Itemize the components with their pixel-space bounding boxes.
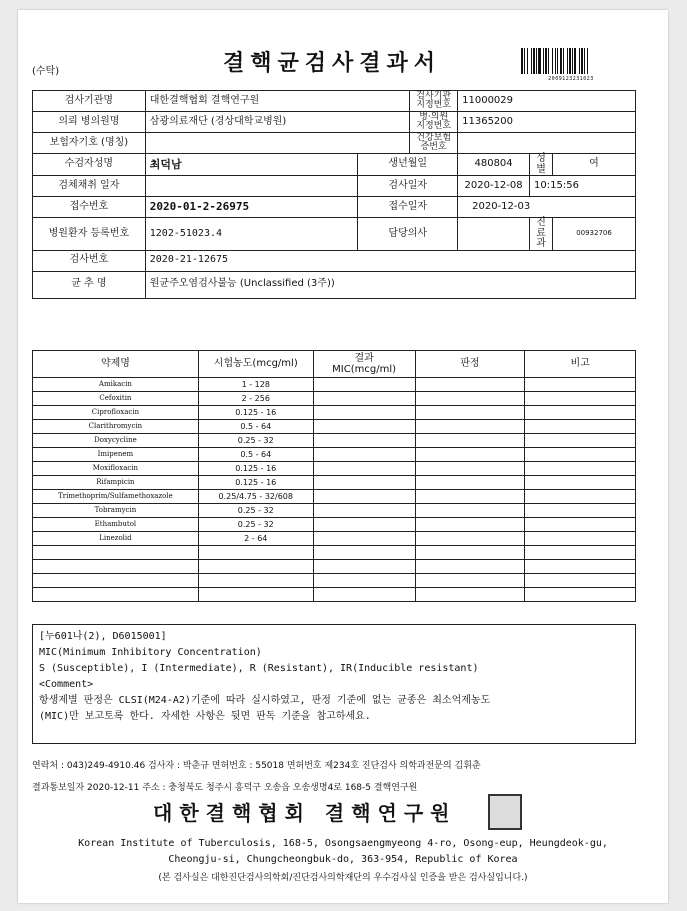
dept-label: 진료과 xyxy=(530,218,553,251)
test-range: 1 - 128 xyxy=(198,378,313,392)
insurance xyxy=(145,133,409,154)
drug-name xyxy=(33,546,199,560)
drug-name xyxy=(33,574,199,588)
drug-name: Doxycycline xyxy=(33,434,199,448)
barcode-bar xyxy=(581,48,583,74)
barcode-bar xyxy=(533,48,535,74)
barcode-bar xyxy=(536,48,537,74)
drug-name: Trimethoprim/Sulfamethoxazole xyxy=(33,490,199,504)
barcode-bar xyxy=(569,48,571,74)
interpretation xyxy=(415,546,525,560)
result-header-label: 결과 xyxy=(354,353,374,364)
mic-result xyxy=(313,448,415,462)
remark xyxy=(525,532,636,546)
remark-col-header: 비고 xyxy=(525,351,636,378)
drug-name: Linezolid xyxy=(33,532,199,546)
drug-name: Ethambutol xyxy=(33,518,199,532)
table-row xyxy=(33,462,636,476)
sex: 여 xyxy=(553,154,636,176)
interpretation xyxy=(415,518,525,532)
table-row xyxy=(33,420,636,434)
remark xyxy=(525,588,636,602)
dob-label: 생년월일 xyxy=(358,154,458,176)
test-range xyxy=(198,546,313,560)
patient-name: 최덕남 xyxy=(145,154,358,176)
received-label: (수탁) xyxy=(32,66,60,77)
interpretation xyxy=(415,504,525,518)
remark xyxy=(525,490,636,504)
barcode-bar xyxy=(587,48,588,74)
barcode-bar xyxy=(563,48,564,74)
reg-no-label: 병원환자 등록번호 xyxy=(33,218,146,251)
seal-stamp-icon xyxy=(488,794,522,830)
mic-result xyxy=(313,574,415,588)
collect-label: 검체채취 일자 xyxy=(33,176,146,197)
mic-result xyxy=(313,560,415,574)
remark xyxy=(525,420,636,434)
interpretation xyxy=(415,574,525,588)
receipt-no-label: 접수번호 xyxy=(33,197,146,218)
org-address xyxy=(18,836,668,868)
interpretation xyxy=(415,560,525,574)
interpretation xyxy=(415,476,525,490)
test-range: 0.25 - 32 xyxy=(198,504,313,518)
barcode-bar xyxy=(521,48,523,74)
test-range: 0.5 - 64 xyxy=(198,448,313,462)
barcode-bar xyxy=(555,48,556,74)
table-row xyxy=(33,504,636,518)
org-name: 대한결핵협회 결핵연구원 xyxy=(153,801,457,825)
table-row xyxy=(33,434,636,448)
test-range: 0.25 - 32 xyxy=(198,434,313,448)
result-date-line: 결과통보일자 2020-12-11 주소 : 충청북도 청주시 흥덕구 오송읍 오송생명4로 168-5 결핵연구원 xyxy=(32,783,418,793)
drug-name: Imipenem xyxy=(33,448,199,462)
barcode-bar xyxy=(560,48,562,74)
interpretation xyxy=(415,448,525,462)
req-hospital: 삼광의료재단 (경상대학교병원) xyxy=(145,112,409,133)
test-range: 0.25 - 32 xyxy=(198,518,313,532)
test-range: 2 - 64 xyxy=(198,532,313,546)
table-row xyxy=(33,560,636,574)
conc-col-header: 시험농도(mcg/ml) xyxy=(198,351,313,378)
insurance-no xyxy=(458,133,636,154)
insurance-label: 보험자기호 (명칭) xyxy=(33,133,146,154)
dept: 00932706 xyxy=(553,218,636,251)
interpretation-note xyxy=(32,624,636,744)
table-row xyxy=(33,448,636,462)
barcode-bar xyxy=(584,48,585,74)
note-legend: S (Susceptible), I (Intermediate), R (Resistant), IR(Inducible resistant) xyxy=(39,663,479,674)
mic-result xyxy=(313,504,415,518)
inst-no: 11000029 xyxy=(458,91,636,112)
mic-result xyxy=(313,588,415,602)
mic-result xyxy=(313,434,415,448)
doctor-label: 담당의사 xyxy=(358,218,458,251)
interpretation xyxy=(415,490,525,504)
test-date: 2020-12-08 xyxy=(458,176,530,197)
drug-name: Rifampicin xyxy=(33,476,199,490)
table-row xyxy=(33,490,636,504)
mic-result xyxy=(313,378,415,392)
susceptibility-header xyxy=(33,351,636,378)
note-code: [누601나(2), D6015001] xyxy=(39,631,167,642)
inst-name-label: 검사기관명 xyxy=(33,91,146,112)
test-range: 0.5 - 64 xyxy=(198,420,313,434)
remark xyxy=(525,546,636,560)
barcode-bar xyxy=(545,48,547,74)
drug-name: Clarithromycin xyxy=(33,420,199,434)
mic-result xyxy=(313,518,415,532)
patient-label: 수검자성명 xyxy=(33,154,146,176)
reg-no: 1202-51023.4 xyxy=(145,218,358,251)
mic-result xyxy=(313,490,415,504)
drug-name: Tobramycin xyxy=(33,504,199,518)
req-hospital-label: 의뢰 병의원명 xyxy=(33,112,146,133)
species-label: 균 추 명 xyxy=(33,271,146,298)
barcode-bar xyxy=(524,48,525,74)
barcode-bar xyxy=(557,48,558,74)
drug-col-header: 약제명 xyxy=(33,351,199,378)
interpretation xyxy=(415,392,525,406)
test-range: 0.125 - 16 xyxy=(198,476,313,490)
interpretation xyxy=(415,406,525,420)
inst-no-label: 검사기관 지정번호 xyxy=(410,91,458,112)
drug-name xyxy=(33,588,199,602)
note-comment-title: <Comment> xyxy=(39,679,94,690)
table-row xyxy=(33,532,636,546)
drug-name: Amikacin xyxy=(33,378,199,392)
barcode-bar xyxy=(531,48,532,74)
table-row xyxy=(33,588,636,602)
interpretation xyxy=(415,588,525,602)
remark xyxy=(525,504,636,518)
hosp-no-label: 병·의원 지정번호 xyxy=(410,112,458,133)
barcode-bar xyxy=(543,48,544,74)
address-line-2: Cheongju-si, Chungcheongbuk-do, 363-954, Republic of Korea xyxy=(168,854,518,865)
mic-result xyxy=(313,462,415,476)
barcode-bar xyxy=(552,48,553,74)
table-row xyxy=(33,476,636,490)
table-row xyxy=(33,378,636,392)
receipt-date-label: 접수일자 xyxy=(358,197,458,218)
interpretation xyxy=(415,532,525,546)
contact-line: 연락처 : 043)249-4910.46 검사자 : 박춘규 면허번호 : 55018 면허번호 제234호 진단검사 의학과전문의 김휘춘 xyxy=(32,761,481,771)
barcode-bar xyxy=(579,48,580,74)
table-row xyxy=(33,574,636,588)
barcode-bar xyxy=(548,48,549,74)
insurance-no-label: 건강보험 증번호 xyxy=(410,133,458,154)
receipt-date: 2020-12-03 xyxy=(458,197,636,218)
hosp-no: 11365200 xyxy=(458,112,636,133)
mic-result xyxy=(313,406,415,420)
remark xyxy=(525,406,636,420)
barcode-bar xyxy=(527,48,528,74)
test-range: 2 - 256 xyxy=(198,392,313,406)
report-page xyxy=(18,10,668,903)
drug-name: Moxifloxacin xyxy=(33,462,199,476)
test-range xyxy=(198,560,313,574)
remark xyxy=(525,574,636,588)
remark xyxy=(525,392,636,406)
interpretation xyxy=(415,420,525,434)
inst-name: 대한결핵협회 결핵연구원 xyxy=(145,91,409,112)
susceptibility-table xyxy=(32,350,636,602)
test-time: 10:15:56 xyxy=(530,176,636,197)
drug-name: Cefoxitin xyxy=(33,392,199,406)
test-range: 0.125 - 16 xyxy=(198,406,313,420)
remark xyxy=(525,378,636,392)
drug-name: Ciprofloxacin xyxy=(33,406,199,420)
mic-result xyxy=(313,532,415,546)
test-range xyxy=(198,574,313,588)
species: 원균주오염검사불능 (Unclassified (3주)) xyxy=(145,271,635,298)
remark xyxy=(525,476,636,490)
doctor xyxy=(458,218,530,251)
barcode-bar xyxy=(567,48,568,74)
test-date-label: 검사일자 xyxy=(358,176,458,197)
table-row xyxy=(33,546,636,560)
test-range: 0.25/4.75 - 32/608 xyxy=(198,490,313,504)
barcode-bar xyxy=(538,48,541,74)
exam-no-label: 검사번호 xyxy=(33,250,146,271)
note-comment-2: (MIC)만 보고토록 한다. 자세한 사항은 뒷면 판독 기준을 참고하세요. xyxy=(39,711,371,722)
interpretation-col-header: 판정 xyxy=(415,351,525,378)
remark xyxy=(525,448,636,462)
test-range xyxy=(198,588,313,602)
remark xyxy=(525,462,636,476)
barcode-icon xyxy=(521,48,621,74)
mic-result xyxy=(313,546,415,560)
report-title: 결핵균검사결과서 xyxy=(223,50,442,76)
mic-header-label: MIC(mcg/ml) xyxy=(332,364,397,375)
remark xyxy=(525,518,636,532)
mic-result xyxy=(313,420,415,434)
table-row xyxy=(33,518,636,532)
interpretation xyxy=(415,434,525,448)
patient-info-table xyxy=(32,90,636,299)
collect-date xyxy=(145,176,358,197)
test-range: 0.125 - 16 xyxy=(198,462,313,476)
receipt-no: 2020-01-2-26975 xyxy=(145,197,358,218)
drug-name xyxy=(33,560,199,574)
barcode-bar xyxy=(572,48,573,74)
remark xyxy=(525,560,636,574)
mic-result xyxy=(313,476,415,490)
remark xyxy=(525,434,636,448)
exam-no: 2020-21-12675 xyxy=(145,250,635,271)
mic-result xyxy=(313,392,415,406)
barcode-number: 2009123231023 xyxy=(548,76,594,82)
address-line-1: Korean Institute of Tuberculosis, 168-5, Osongsaengmyeong 4-ro, Osong-eup, Heungdeok-gu, xyxy=(78,838,608,849)
interpretation xyxy=(415,378,525,392)
result-col-header xyxy=(313,351,415,378)
note-comment-1: 항생제별 판정은 CLSI(M24-A2)기준에 따라 실시하였고, 판정 기준에 없는 균종은 최소억제농도 xyxy=(39,695,491,706)
table-row xyxy=(33,392,636,406)
certification-note: (본 검사실은 대한진단검사의학회/진단검사의학재단의 우수검사실 인증을 받은 검사실입니다.) xyxy=(158,873,528,883)
table-row xyxy=(33,406,636,420)
interpretation xyxy=(415,462,525,476)
barcode-bar xyxy=(574,48,576,74)
note-mic: MIC(Minimum Inhibitory Concentration) xyxy=(39,647,262,658)
sex-label: 성별 xyxy=(530,154,553,176)
dob: 480804 xyxy=(458,154,530,176)
